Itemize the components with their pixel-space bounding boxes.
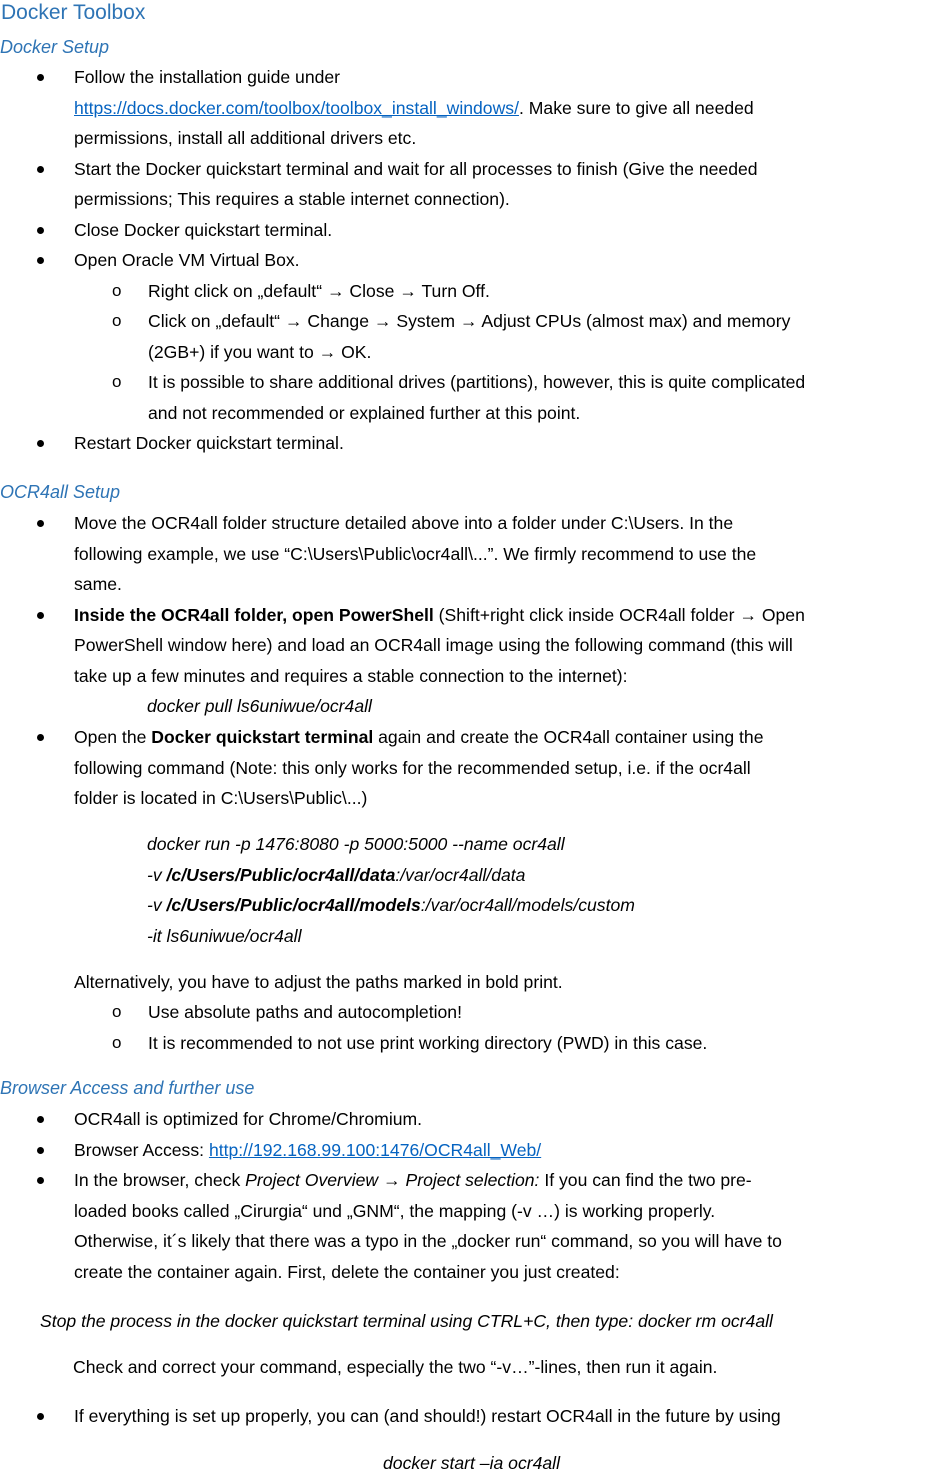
- browser-list: [0, 1104, 941, 1287]
- docker-pull-command: docker pull ls6uniwue/ocr4all: [147, 696, 372, 716]
- item-text: Start the Docker quickstart terminal and wait for all processes to finish (Give the needed: [74, 158, 758, 179]
- item-text: . Make sure to give all needed: [518, 97, 754, 118]
- stop-process-text: Stop the process in the docker quickstart terminal using CTRL+C, then type: docker rm ocr4all: [40, 1311, 773, 1331]
- item-text: Browser Access:: [74, 1139, 209, 1160]
- item-text: take up a few minutes and requires a stable connection to the internet):: [74, 665, 628, 686]
- item-text: (Shift+right click inside OCR4all folder → Open: [433, 604, 805, 625]
- list-item: Restart Docker quickstart terminal.: [0, 428, 941, 459]
- browser-list-2: [0, 1401, 941, 1432]
- item-text: In the browser, check: [74, 1170, 246, 1190]
- run-line: [147, 890, 635, 921]
- list-item: If everything is set up properly, you can (and should!) restart OCR4all in the future by using: [0, 1401, 941, 1432]
- list-item: [0, 722, 941, 814]
- item-text: If you can find the two pre-: [539, 1170, 752, 1190]
- browser-access-heading: Browser Access and further use: [0, 1078, 255, 1098]
- item-text: Otherwise, it´s likely that there was a typo in the „docker run“ command, so you will have to: [74, 1231, 782, 1251]
- item-text: permissions, install all additional drivers etc.: [74, 128, 417, 148]
- run-text: :/var/ocr4all/data: [395, 864, 526, 885]
- run-line: docker run -p 1476:8080 -p 5000:5000 --name ocr4all: [147, 834, 565, 854]
- browser-access-link[interactable]: http://192.168.99.100:1476/OCR4all_Web/: [208, 1139, 542, 1160]
- item-text: again and create the OCR4all container using the: [373, 727, 764, 747]
- italic-text: Project Overview → Project selection:: [245, 1170, 540, 1190]
- item-text: create the container again. First, delete the container you just created:: [74, 1261, 620, 1282]
- list-item: Close Docker quickstart terminal.: [0, 215, 941, 246]
- item-text: loaded books called „Cirurgia“ und „GNM“, the mapping (-v …) is working properly.: [74, 1200, 716, 1221]
- docker-setup-list: [0, 62, 941, 459]
- sub-list-item: o Right click on „default“ → Close → Turn Off.: [0, 276, 941, 307]
- run-line: -it ls6uniwue/ocr4all: [147, 925, 302, 946]
- bold-text: Inside the OCR4all folder, open PowerShell: [74, 604, 434, 625]
- docker-run-command: [0, 829, 635, 951]
- bold-text: Docker quickstart terminal: [151, 727, 374, 747]
- item-text: It is possible to share additional drives (partitions), however, this is quite complicated: [148, 372, 806, 392]
- run-text: -v: [147, 895, 167, 915]
- list-item: [0, 1165, 941, 1287]
- list-item: [0, 508, 941, 600]
- item-text: permissions; This requires a stable internet connection).: [74, 189, 510, 209]
- list-item: [0, 154, 941, 215]
- item-text: folder is located in C:\Users\Public\...): [74, 788, 368, 808]
- sub-list-item: [0, 367, 941, 428]
- alternatively-text: Alternatively, you have to adjust the paths marked in bold print.: [74, 972, 563, 992]
- item-text: same.: [74, 574, 122, 594]
- item-text: Open the: [74, 727, 152, 747]
- sub-list-item: [0, 306, 941, 367]
- list-item: OCR4all is optimized for Chrome/Chromium.: [0, 1104, 941, 1135]
- sub-list-item: o It is recommended to not use print working directory (PWD) in this case.: [0, 1028, 941, 1059]
- item-text: Move the OCR4all folder structure detailed above into a folder under C:\Users. In the: [74, 513, 734, 533]
- list-item: [0, 1135, 941, 1166]
- item-text: Follow the installation guide under: [74, 67, 341, 87]
- run-line: [147, 860, 635, 891]
- list-item: [0, 62, 941, 154]
- list-item: [0, 600, 941, 692]
- ocr4all-setup-heading: OCR4all Setup: [0, 482, 121, 502]
- toolbox-install-link[interactable]: https://docs.docker.com/toolbox/toolbox_install_windows/: [74, 97, 519, 118]
- item-text: PowerShell window here) and load an OCR4all image using the following command (this will: [74, 635, 793, 655]
- ocr4all-sub-list: [0, 997, 941, 1058]
- item-text: following example, we use “C:\Users\Public\ocr4all\...”. We firmly recommend to use the: [74, 543, 757, 564]
- item-text: Click on „default“ → Change → System → Adjust CPUs (almost max) and memory: [148, 311, 791, 331]
- check-command-text: Check and correct your command, especially the two “-v…”-lines, then run it again.: [73, 1357, 718, 1377]
- item-text: (2GB+) if you want to → OK.: [148, 341, 372, 362]
- ocr4all-setup-list: [0, 508, 941, 691]
- run-bold-path: /c/Users/Public/ocr4all/data: [166, 864, 396, 885]
- docker-setup-heading: Docker Setup: [0, 37, 110, 57]
- item-text: and not recommended or explained further at this point.: [148, 402, 581, 423]
- list-item: Open Oracle VM Virtual Box.: [0, 245, 941, 276]
- item-text: following command (Note: this only works for the recommended setup, i.e. if the ocr4all: [74, 757, 751, 778]
- run-text: :/var/ocr4all/models/custom: [420, 895, 635, 915]
- title-heading: Docker Toolbox: [1, 1, 146, 24]
- run-text: -v: [147, 864, 167, 885]
- run-bold-path: /c/Users/Public/ocr4all/models: [166, 895, 421, 915]
- sub-list-item: o Use absolute paths and autocompletion!: [0, 997, 941, 1028]
- ocr4all-setup-list-2: [0, 722, 941, 814]
- docker-start-command: docker start –ia ocr4all: [383, 1453, 560, 1473]
